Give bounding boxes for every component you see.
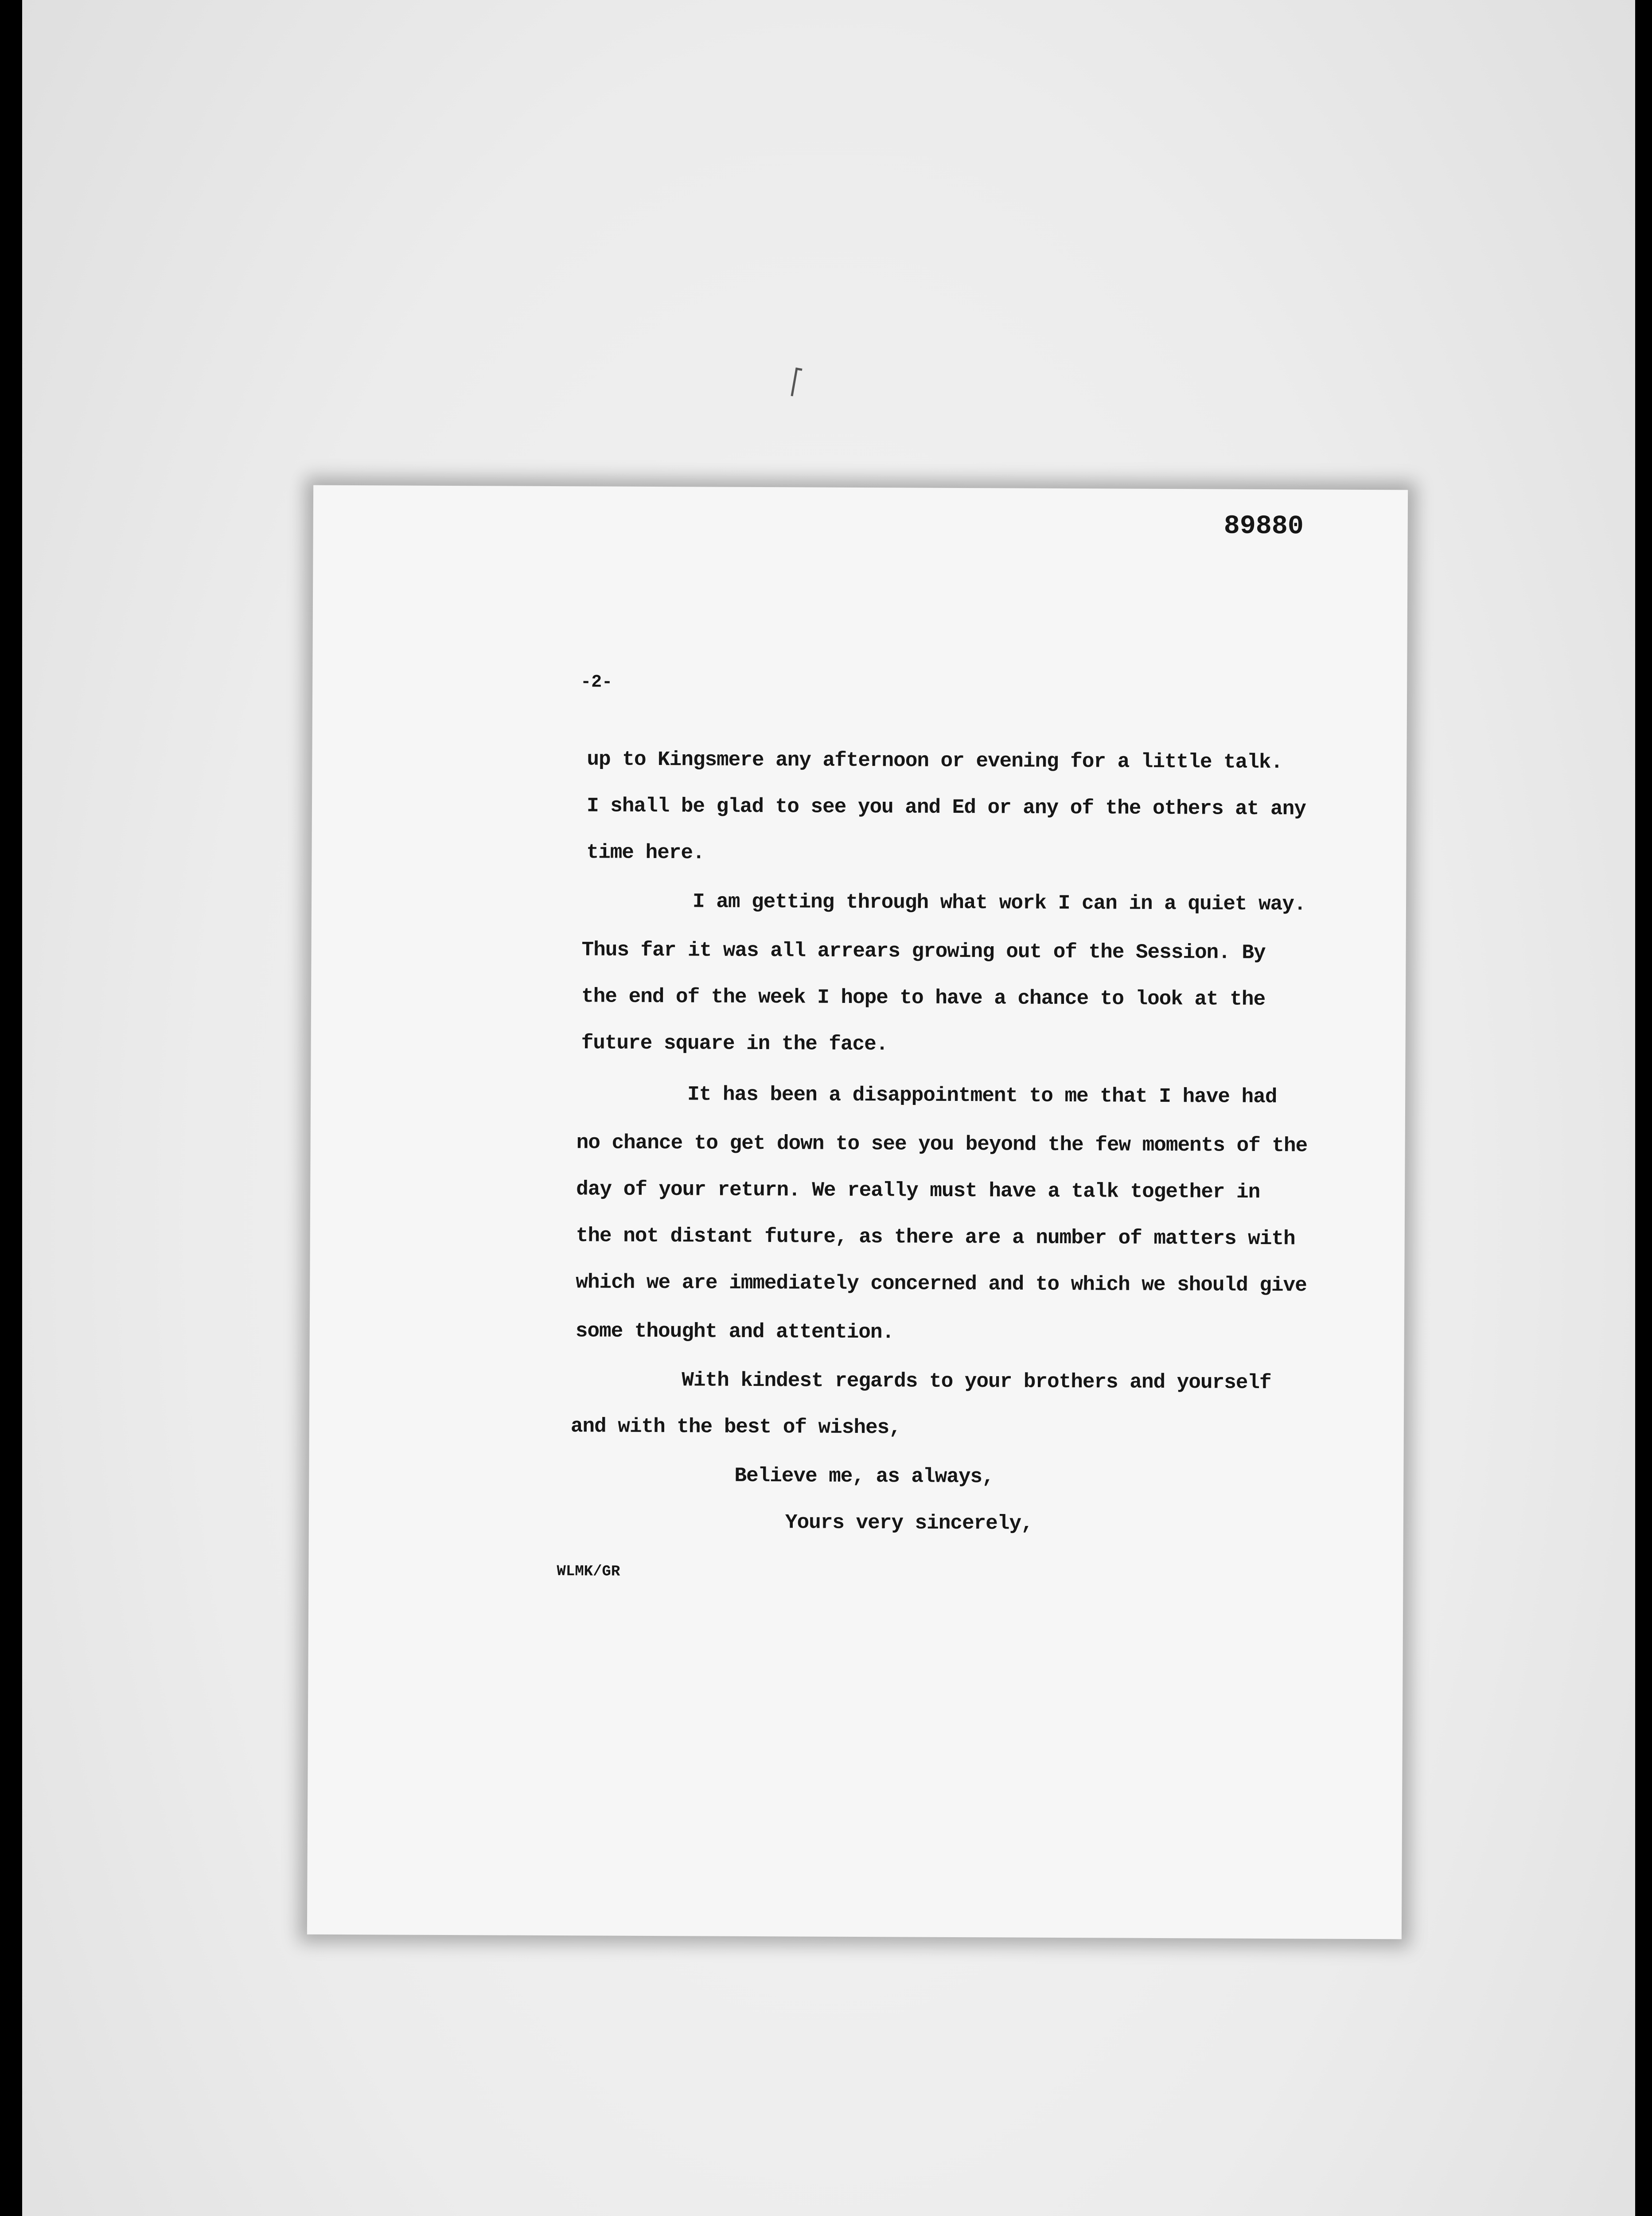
letter-line: It has been a disappointment to me that I have had — [687, 1083, 1277, 1109]
letter-line: Yours very sincerely, — [785, 1511, 1033, 1535]
reference-initials: WLMK/GR — [557, 1563, 620, 1580]
letter-line: some thought and attention. — [575, 1319, 894, 1344]
letter-line: I am getting through what work I can in a quiet way. — [692, 890, 1306, 916]
letter-line: Thus far it was all arrears growing out of the Session. By — [581, 938, 1266, 965]
letter-line: up to Kingsmere any afternoon or evening for a little talk. — [587, 748, 1283, 774]
letter-line: Believe me, as always, — [734, 1464, 994, 1489]
letter-line: I shall be glad to see you and Ed or any of the others at any — [586, 794, 1306, 821]
letter-line: future square in the face. — [581, 1031, 888, 1056]
letter-line: With kindest regards to your brothers and yourself — [682, 1369, 1271, 1395]
letter-page — [307, 485, 1408, 1939]
letter-line: the end of the week I hope to have a chance to look at the — [581, 985, 1266, 1011]
letter-line: time here. — [586, 841, 705, 865]
letter-line: and with the best of wishes, — [570, 1415, 901, 1440]
letter-line: the not distant future, as there are a number of matters with — [576, 1224, 1295, 1251]
letter-line: day of your return. We really must have a talk together in — [576, 1178, 1260, 1204]
letter-line: which we are immediately concerned and to which we should give — [576, 1271, 1307, 1297]
page-number: -2- — [581, 672, 613, 693]
letter-line: no chance to get down to see you beyond the few moments of the — [576, 1131, 1308, 1158]
document-number: 89880 — [1223, 511, 1304, 542]
